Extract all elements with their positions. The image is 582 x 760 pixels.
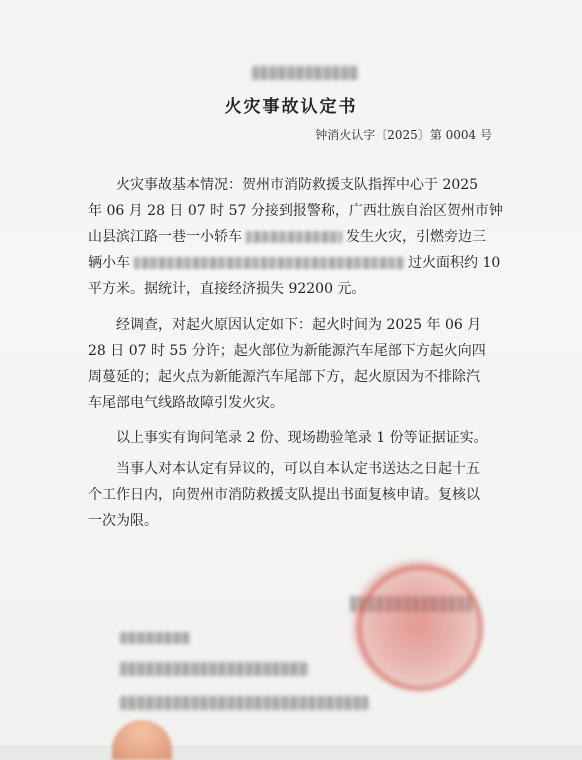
paragraph-line-5 [88, 277, 543, 301]
paragraph-line-8 [88, 365, 543, 389]
line-text: 当事人对本认定有异议的，可以自本认定书送达之日起十五 [116, 461, 480, 477]
line-text: 火灾事故基本情况：贺州市消防救援支队指挥中心于 2025 [116, 177, 479, 193]
paragraph-line-13 [88, 509, 543, 533]
redacted-recipient-line-2 [120, 662, 308, 676]
redacted-plate-number [246, 231, 342, 243]
line-text: 车尾部电气线路故障引发火灾。 [88, 395, 284, 411]
line-text: 周蔓延的；起火点为新能源汽车尾部下方，起火原因为不排除汽 [88, 369, 480, 385]
redacted-issuer-name [252, 66, 358, 80]
official-seal-ring [357, 565, 483, 691]
line-text: 28 日 07 时 55 分许；起火部位为新能源汽车尾部下方起火向四 [88, 343, 486, 359]
paragraph-line-1 [116, 173, 571, 197]
paragraph-line-4 [88, 251, 543, 275]
line-text: 年 06 月 28 日 07 时 57 分接到报警称，广西壮族自治区贺州市钟 [88, 203, 503, 219]
paragraph-line-12 [88, 483, 543, 507]
line-text: 个工作日内，向贺州市消防救援支队提出书面复核申请。复核以 [88, 487, 480, 503]
line-text: 发生火灾，引燃旁边三 [346, 229, 486, 245]
paragraph-line-10 [116, 426, 571, 450]
line-text: 平方米。据统计，直接经济损失 92200 元。 [88, 281, 366, 297]
paragraph-line-11 [116, 457, 571, 481]
paragraph-line-9 [88, 391, 543, 415]
paragraph-line-6 [116, 313, 571, 337]
line-text: 山县滨江路一巷一小轿车 [88, 229, 242, 245]
line-text: 一次为限。 [88, 513, 158, 529]
paragraph-line-7 [88, 339, 543, 363]
redacted-vehicle-plates [134, 257, 404, 269]
paragraph-line-3 [88, 225, 543, 249]
redacted-recipient-line-3 [120, 696, 368, 710]
fingertip [112, 720, 172, 760]
document-number: 钟消火认字〔2025〕第 0004 号 [315, 128, 492, 142]
line-text: 以上事实有询问笔录 2 份、现场勘验笔录 1 份等证据证实。 [116, 430, 488, 446]
line-text: 经调查，对起火原因认定如下：起火时间为 2025 年 06 月 [116, 317, 482, 333]
paragraph-line-2 [88, 199, 543, 223]
line-text: 过火面积约 10 [408, 255, 501, 271]
line-text: 辆小车 [88, 255, 130, 271]
document-title: 火灾事故认定书 [224, 97, 358, 117]
redacted-recipient-line-1 [120, 632, 190, 644]
